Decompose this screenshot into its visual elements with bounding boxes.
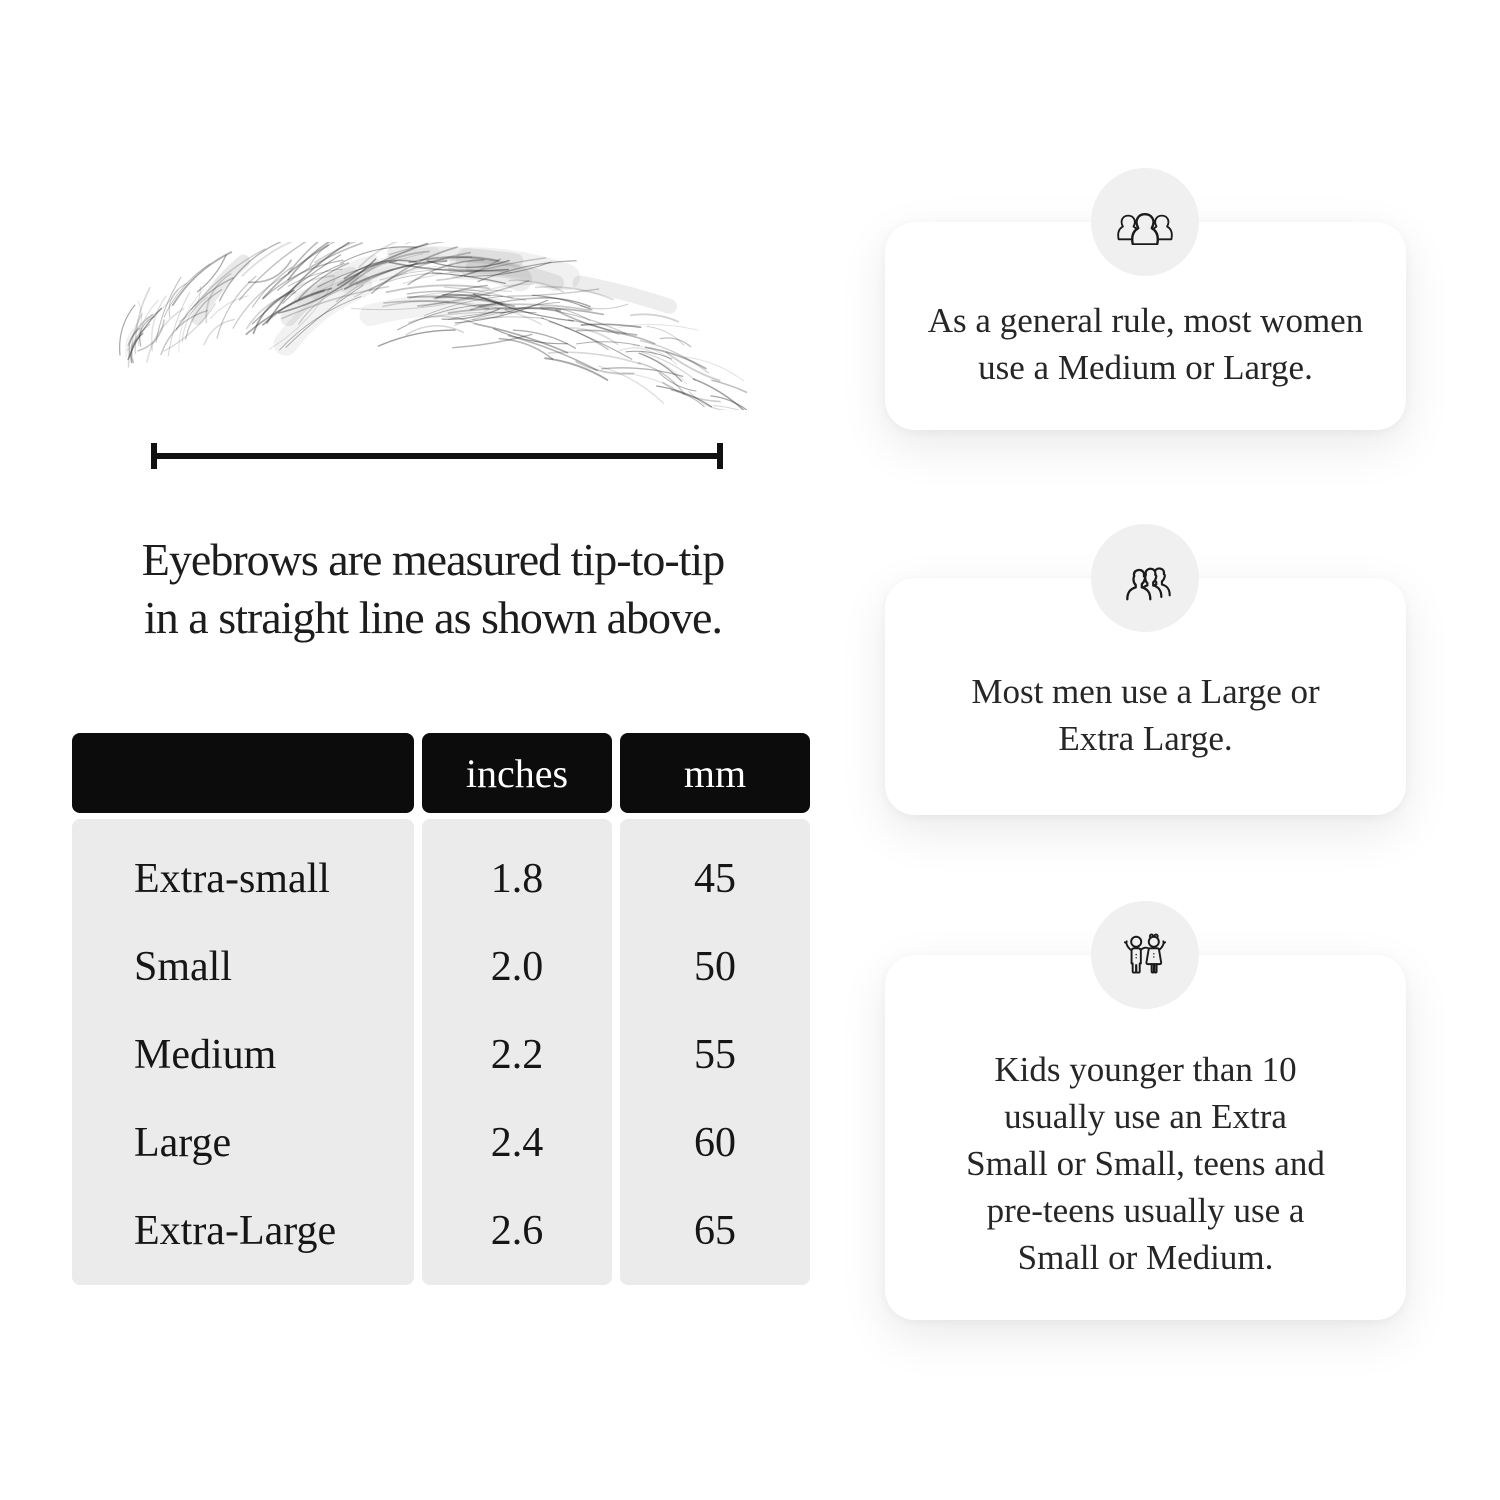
- table-row-label: Small: [134, 944, 233, 990]
- card-text-line: usually use an Extra: [1004, 1097, 1287, 1137]
- card-text-line: pre-teens usually use a: [986, 1190, 1305, 1230]
- card-text-line: Small or Medium.: [1017, 1237, 1274, 1277]
- card-text-line: Extra Large.: [1058, 718, 1233, 758]
- table-cell-inches: 2.0: [490, 944, 544, 990]
- measurement-caption: [118, 531, 748, 647]
- table-row-label: Medium: [134, 1032, 277, 1078]
- table-column-mm: [620, 733, 810, 1285]
- table-cell-mm: 50: [694, 944, 736, 990]
- table-row-label: Extra-Large: [134, 1208, 337, 1254]
- table-header-inches: inches: [422, 733, 612, 813]
- icon-circle: [1091, 901, 1199, 1009]
- women-group-icon: [1113, 199, 1177, 245]
- card-text-line: use a Medium or Large.: [978, 348, 1313, 387]
- table-column-inches: [422, 733, 612, 1285]
- table-cell-inches: 1.8: [490, 856, 544, 902]
- size-chart-table: [72, 733, 810, 1285]
- table-body-mm: [620, 819, 810, 1285]
- table-cell-mm: 65: [694, 1208, 736, 1254]
- men-group-icon: [1113, 555, 1177, 601]
- table-body-inches: [422, 819, 612, 1285]
- table-cell-mm: 60: [694, 1120, 736, 1166]
- table-column-sizes: [72, 733, 414, 1285]
- eyebrow-illustration: [112, 242, 747, 410]
- table-body-sizes: [72, 819, 414, 1285]
- icon-circle: [1091, 524, 1199, 632]
- table-cell-mm: 45: [694, 856, 736, 902]
- kids-icon: [1116, 931, 1174, 979]
- caption-line: in a straight line as shown above.: [144, 591, 722, 643]
- table-header-mm: mm: [620, 733, 810, 813]
- measurement-line: [150, 442, 724, 470]
- card-text-line: Kids younger than 10: [994, 1050, 1297, 1090]
- caption-line: Eyebrows are measured tip-to-tip: [141, 534, 725, 585]
- table-cell-inches: 2.2: [490, 1032, 544, 1078]
- table-cell-inches: 2.4: [490, 1120, 544, 1166]
- table-cell-inches: 2.6: [490, 1208, 544, 1254]
- table-cell-mm: 55: [694, 1032, 736, 1078]
- card-text-line: As a general rule, most women: [927, 301, 1364, 341]
- table-row-label: Extra-small: [134, 856, 330, 902]
- card-text-line: Most men use a Large or: [971, 671, 1320, 711]
- table-row-label: Large: [134, 1120, 232, 1166]
- icon-circle: [1091, 168, 1199, 276]
- info-card-kids: [885, 955, 1406, 1320]
- card-text-line: Small or Small, teens and: [966, 1144, 1325, 1184]
- table-header-blank: [72, 733, 414, 813]
